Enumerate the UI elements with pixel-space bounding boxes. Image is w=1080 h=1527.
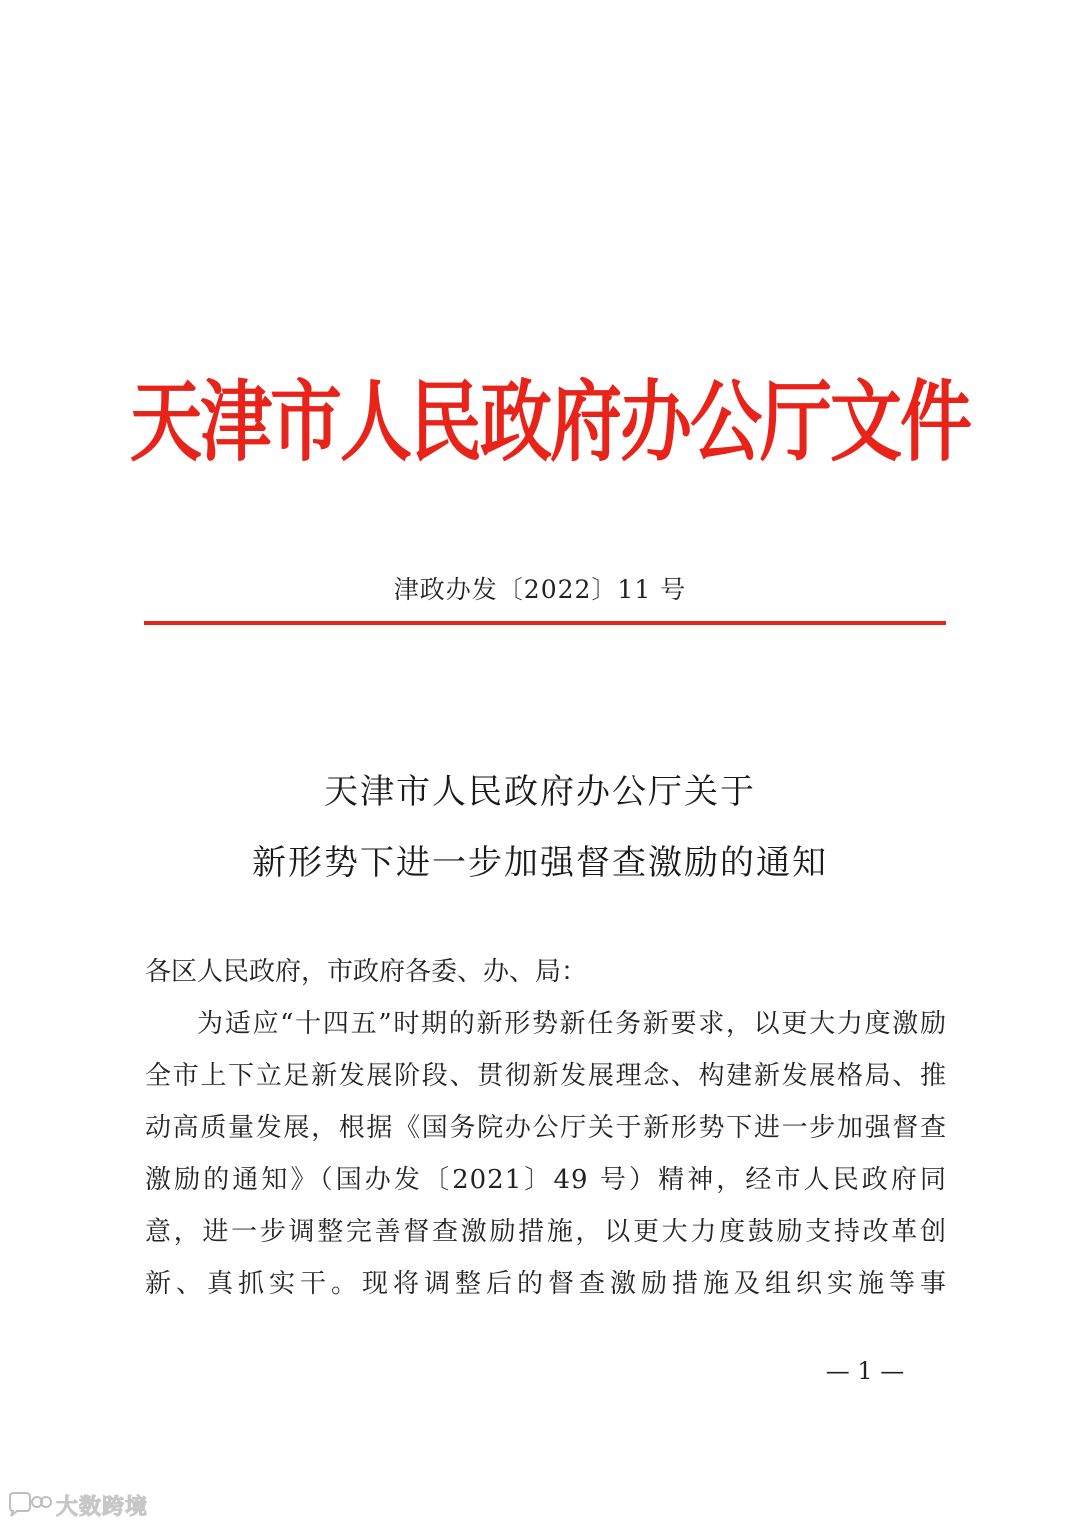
document-body [145,946,947,1310]
document-title-line-1: 天津市人民政府办公厅关于 [324,772,756,812]
page-number: — 1 — [825,1357,905,1385]
watermark-text: 大数跨境 [56,1494,149,1520]
body-paragraph: 为适应“十四五”时期的新形势新任务新要求，以更大力度激励全市上下立足新发展阶段、贯彻新发展理念、构建新发展格局、推动高质量发展，根据《国务院办公厅关于新形势下进一步加强督查激励的通知》（国办发〔2021〕49 号）精神，经市人民政府同意，进一步调整完善督查激励措施，以更大力度鼓励支持改革创新、真抓实干。现将调整后的督查激励措施及组织实施等事 [145,1009,947,1299]
red-divider-line [144,621,946,625]
issuer-header: 天津市人民政府办公厅文件 [130,370,971,474]
speech-bubble-logo-icon [6,1492,52,1518]
watermark [6,1490,148,1520]
document-number: 津政办发〔2022〕11 号 [393,575,687,604]
document-title-line-2: 新形势下进一步加强督查激励的通知 [252,843,828,883]
salutation: 各区人民政府，市政府各委、办、局： [145,957,588,987]
